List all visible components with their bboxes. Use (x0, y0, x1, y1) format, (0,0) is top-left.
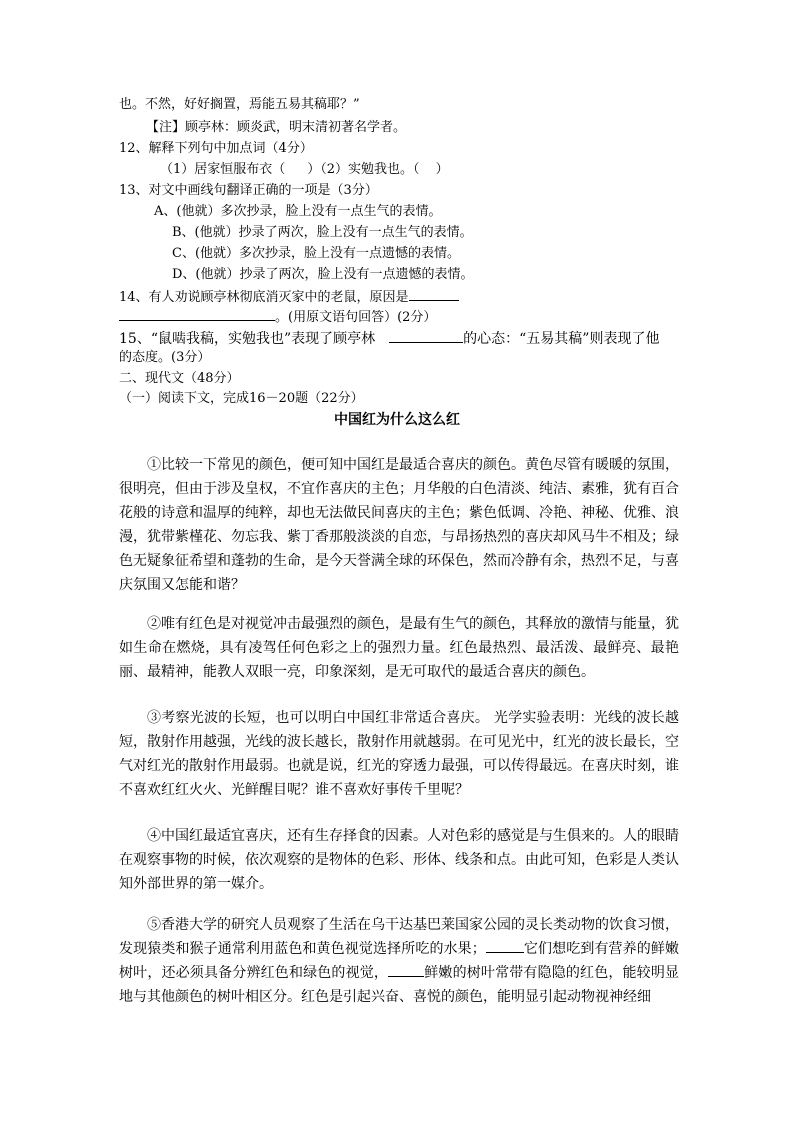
question-14-line2 (119, 306, 436, 328)
article-paragraph-3: ③考察光波的长短，也可以明白中国红非常适合喜庆。 光学实验表明：光线的波长越短，散射作用越强，光线的波长越长，散射作用就越弱。在可见光中，红光的波长最长，空气对红光的散射作用最弱。也就是说，红光的穿透力最强，可以传得最远。在喜庆时刻，谁不喜欢红红火火、光鲜醒目呢？谁不喜欢好事传千里呢？ (119, 710, 679, 798)
article-paragraph-5 (119, 913, 679, 1009)
classical-note: 【注】顾亭林：顾炎武，明末清初著名学者。 (146, 120, 407, 135)
paragraph-5-part-a: ⑤香港大学的研究人员观察了生活在乌干达基巴莱国家公园的灵长类动物的饮食习惯，发现猿类和猴子通常利用蓝色和黄色视觉选择所吃的水果； (119, 917, 679, 957)
answer-blank-14a[interactable] (409, 286, 459, 301)
answer-blank-p5-2[interactable] (388, 962, 424, 977)
article-paragraph-4: ④中国红最适宜喜庆，还有生存择食的因素。人对色彩的感觉是与生俱来的。人的眼睛在观察事物的时候，依次观察的是物体的色彩、形体、线条和点。由此可知，色彩是人类认知外部世界的第一媒介。 (119, 828, 679, 892)
article-paragraph-2: ②唯有红色是对视觉冲击最强烈的颜色，是最有生气的颜色，其释放的激情与能量，犹如生命在燃烧，具有凌驾任何色彩之上的强烈力量。红色最热烈、最活泼、最鲜亮、最艳丽、最精神，能教人双眼一亮，印象深刻，是无可取代的最适合喜庆的颜色。 (119, 616, 679, 680)
question-12-stem: 12、解释下列句中加点词（4分） (119, 141, 313, 156)
paragraph-5-part-b: 它们想吃到有营养的鲜嫩树叶，还必须具备分辨红色和绿色的视觉， (119, 941, 680, 981)
classical-line-end: 也。不然，好好搁置，焉能五易其稿耶？” (119, 97, 360, 112)
paragraph-5-part-c: 鲜嫩的树叶常带有隐隐的红色，能较明显地与其他颜色的树叶相区分。红色是引起兴奋、喜悦的颜色，能明显引起动物视神经细 (119, 965, 680, 1005)
question-14-line1 (119, 286, 459, 308)
question-15-line1 (119, 328, 659, 349)
article-paragraph-1: ①比较一下常见的颜色，便可知中国红是最适合喜庆的颜色。黄色尽管有暖暖的氛围，很明亮，但由于涉及皇权，不宜作喜庆的主色；月华般的白色清淡、纯洁、素雅，犹有百合花般的诗意和温厚的纯粹，却也无法做民间喜庆的主色；紫色低调、冷艳、神秘、优雅、浪漫，犹带紫槿花、勿忘我、紫丁香那般淡淡的自恋，与昂扬热烈的喜庆却风马牛不相及；绿色无疑象征希望和蓬勃的生命，是今天誉满全球的环保色，然而冷静有余，热烈不足，与喜庆氛围又怎能和谐？ (119, 457, 679, 593)
question-15-line2: 的态度。(3分） (119, 350, 211, 365)
section-heading: 二、现代文（48分） (119, 371, 240, 386)
question-12-item-2: ）（2）实勉我也。（ (307, 162, 420, 177)
question-13-option-a[interactable]: A、(他就）多次抄录，脸上没有一点生气的表情。 (154, 204, 442, 219)
question-12-item-1: （1）居家恒服布衣（ (160, 162, 286, 177)
question-15-stem-b: 的心态：“五易其稿”则表现了他 (463, 331, 660, 347)
answer-blank-15[interactable] (389, 328, 463, 343)
answer-blank-p5-1[interactable] (486, 938, 524, 953)
question-13-option-c[interactable]: C、(他就）多次抄录，脸上没有一点遗憾的表情。 (172, 246, 461, 261)
question-14-tail: 。(用原文语句回答）(2分） (275, 310, 437, 325)
answer-blank-14b[interactable] (119, 306, 275, 321)
question-13-option-b[interactable]: B、(他就）抄录了两次，脸上没有一点生气的表情。 (172, 225, 473, 240)
question-13-stem: 13、对文中画线句翻译正确的一项是（3分） (119, 183, 378, 198)
question-15-stem-a: 15、“鼠啮我稿，实勉我也”表现了顾亭林 (119, 331, 376, 347)
section-subheading: （一）阅读下文，完成16－20题（22分） (119, 391, 364, 406)
question-12-close: ） (435, 162, 449, 177)
question-14-stem: 14、有人劝说顾亭林彻底消灭家中的老鼠，原因是 (119, 290, 409, 305)
question-12-items (160, 160, 449, 180)
question-13-option-d[interactable]: D、(他就）抄录了两次，脸上没有一点遗憾的表情。 (172, 267, 474, 282)
article-title: 中国红为什么这么红 (334, 412, 460, 428)
